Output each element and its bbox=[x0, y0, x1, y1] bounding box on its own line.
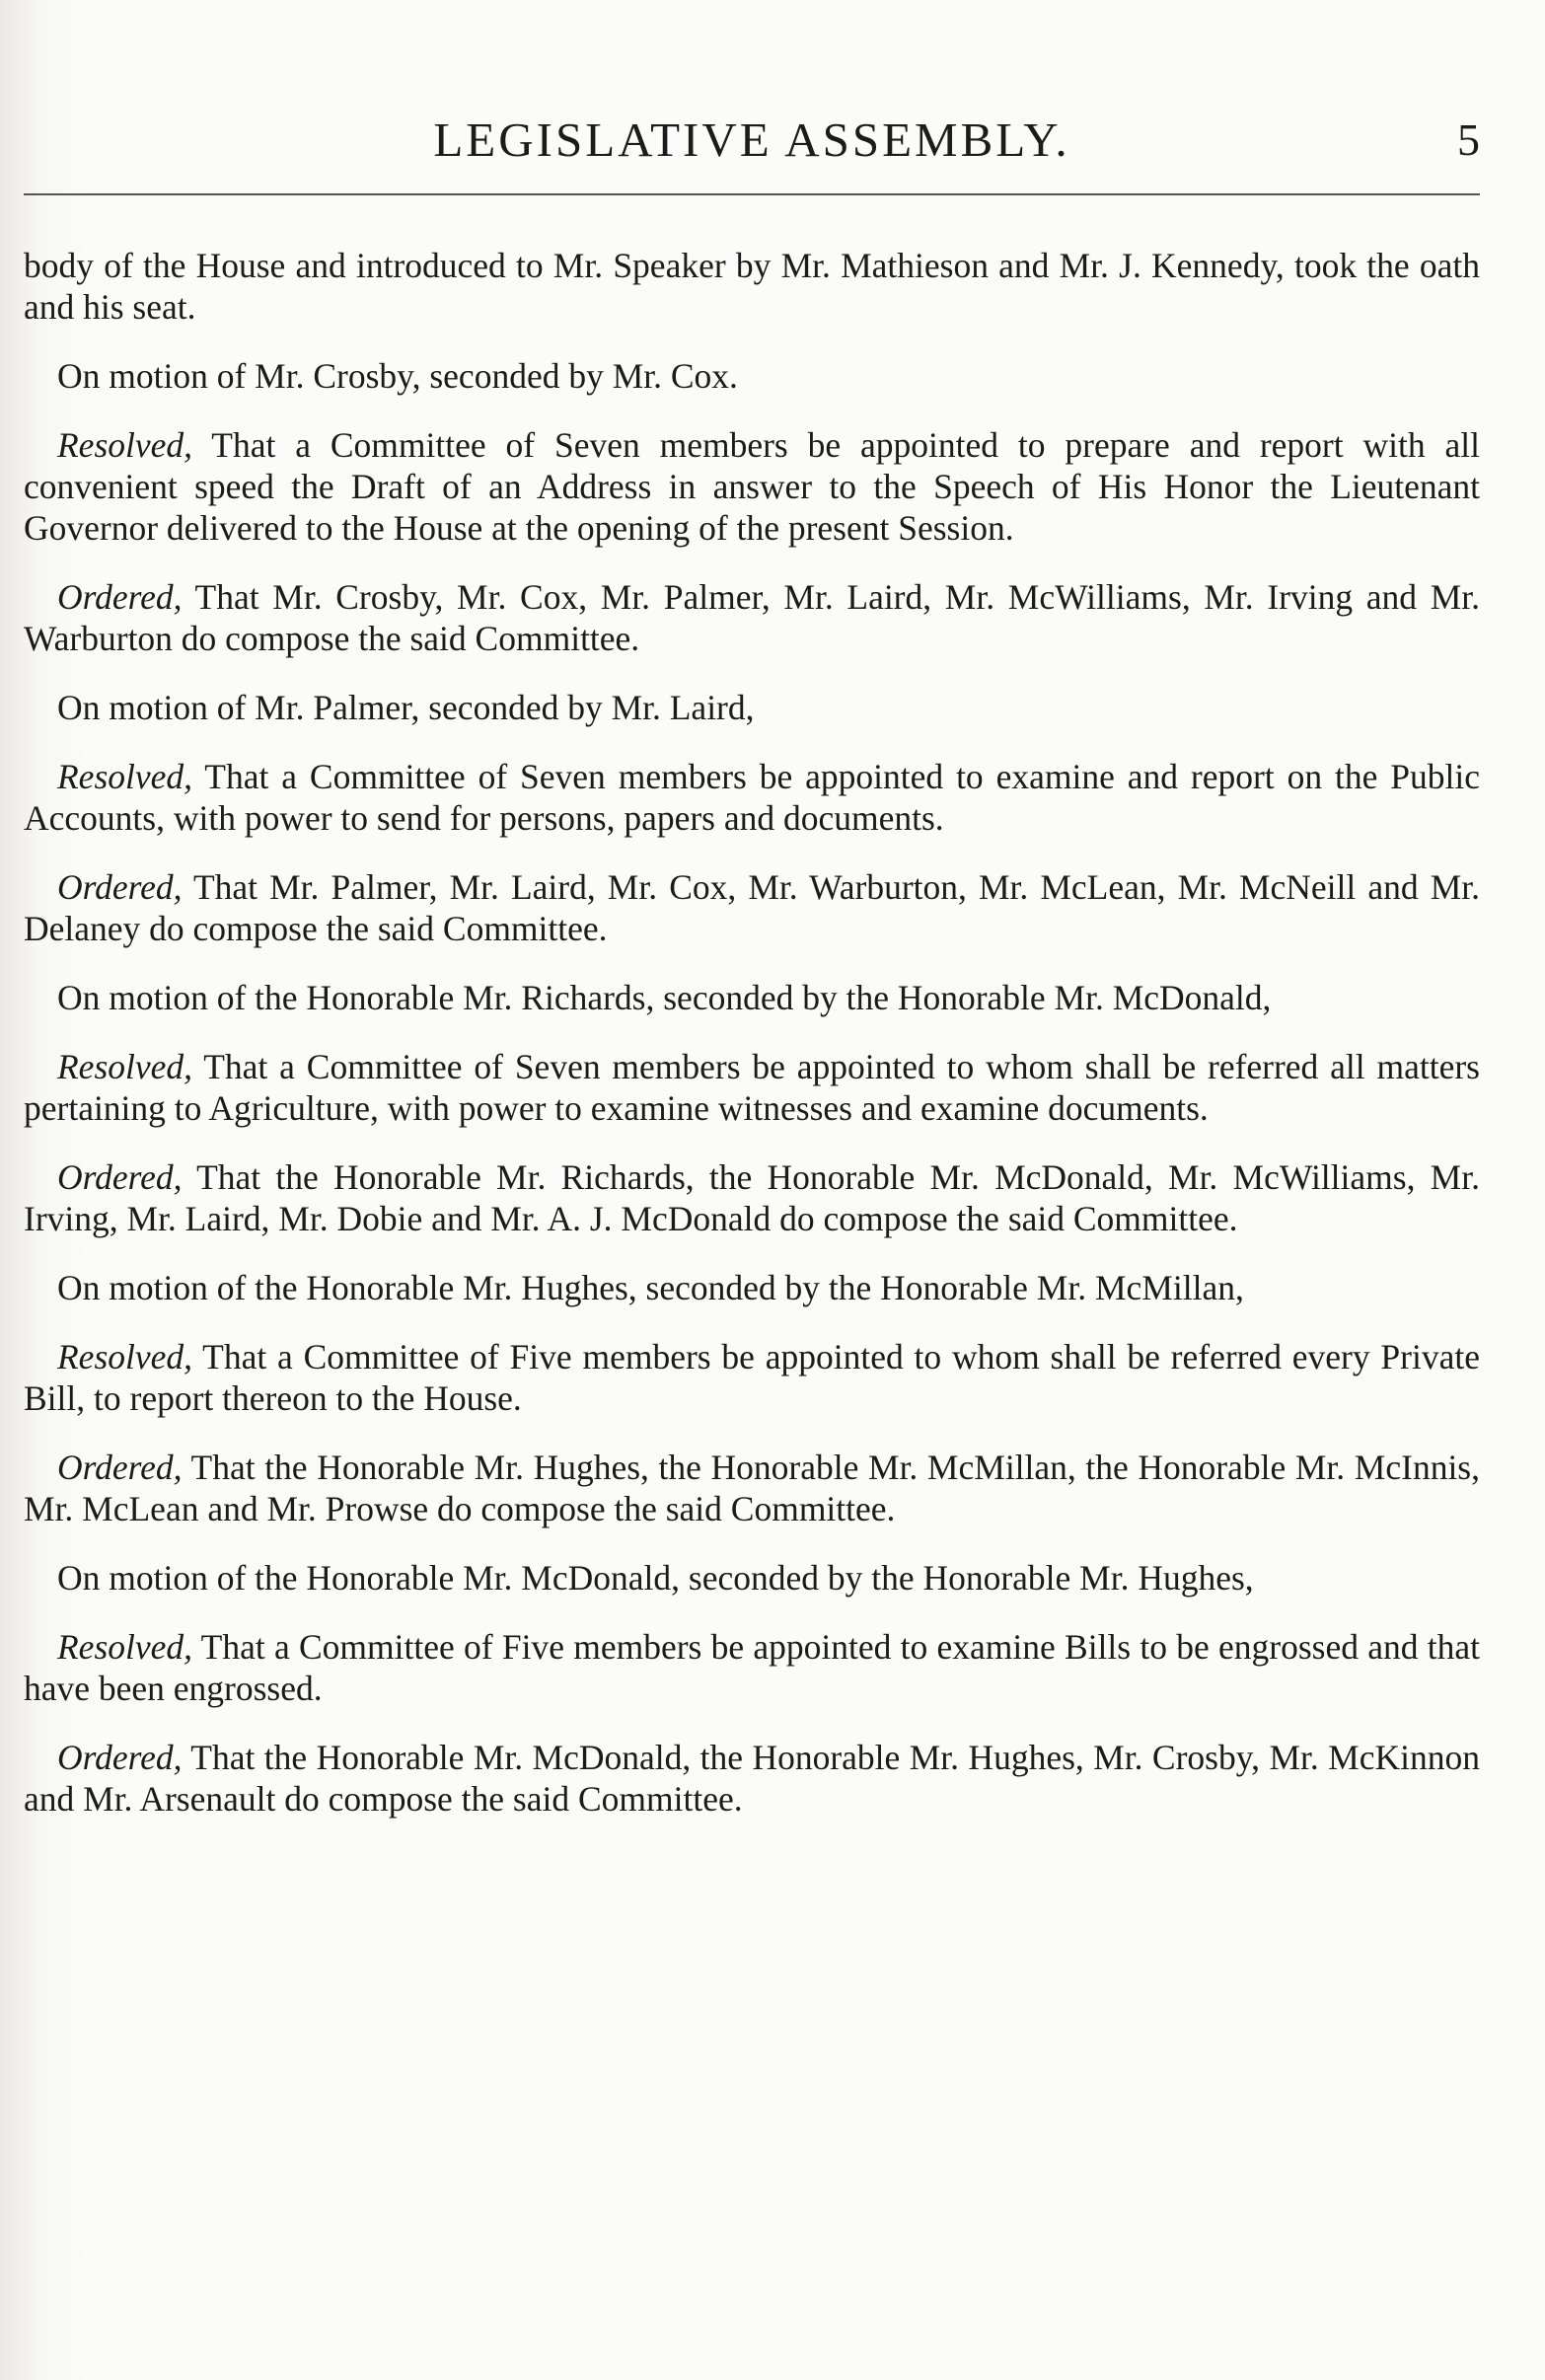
paragraph bbox=[24, 1626, 1480, 1709]
paragraph bbox=[24, 1447, 1480, 1529]
paragraph bbox=[24, 1156, 1480, 1239]
paragraph-text: That a Committee of Seven members be appointed to examine and report on the Public Accounts, with power to send for persons, papers and documents. bbox=[24, 757, 1480, 838]
page-header bbox=[24, 111, 1480, 170]
body-text bbox=[24, 245, 1480, 1847]
paragraph-text: That the Honorable Mr. Richards, the Honorable Mr. McDonald, Mr. McWilliams, Mr. Irving, Mr. Laird, Mr. Dobie and Mr. A. J. McDonald do compose the said Committee. bbox=[24, 1157, 1480, 1238]
paragraph-text: That the Honorable Mr. Hughes, the Honorable Mr. McMillan, the Honorable Mr. McInnis, Mr. McLean and Mr. Prowse do compose the said Committee. bbox=[24, 1448, 1480, 1528]
paragraph-lead: Ordered, bbox=[57, 867, 183, 907]
paragraph-text: That a Committee of Five members be appointed to whom shall be referred every Private Bill, to report thereon to the House. bbox=[24, 1337, 1480, 1418]
paragraph bbox=[24, 1557, 1480, 1599]
paragraph-lead: Resolved, bbox=[57, 757, 193, 796]
header-rule bbox=[24, 193, 1480, 195]
paragraph bbox=[24, 977, 1480, 1018]
paragraph bbox=[24, 424, 1480, 549]
paragraph bbox=[24, 245, 1480, 328]
paragraph bbox=[24, 756, 1480, 839]
paragraph-text: On motion of Mr. Palmer, seconded by Mr. Laird, bbox=[57, 688, 755, 727]
paragraph-text: That a Committee of Five members be appointed to examine Bills to be engrossed and that have been engrossed. bbox=[24, 1627, 1480, 1708]
paragraph-lead: Resolved, bbox=[57, 1047, 193, 1086]
paragraph-text: That Mr. Crosby, Mr. Cox, Mr. Palmer, Mr. Laird, Mr. McWilliams, Mr. Irving and Mr. Warburton do compose the said Committee. bbox=[24, 577, 1480, 658]
paragraph-text: body of the House and introduced to Mr. Speaker by Mr. Mathieson and Mr. J. Kennedy, took the oath and his seat. bbox=[24, 246, 1480, 327]
paragraph-lead: Ordered, bbox=[57, 577, 183, 617]
paragraph bbox=[24, 687, 1480, 728]
paragraph-lead: Ordered, bbox=[57, 1448, 183, 1487]
paragraph-text: That Mr. Palmer, Mr. Laird, Mr. Cox, Mr. Warburton, Mr. McLean, Mr. McNeill and Mr. Delaney do compose the said Committee. bbox=[24, 867, 1480, 948]
paragraph bbox=[24, 355, 1480, 397]
page-number: 5 bbox=[1457, 114, 1480, 165]
paragraph-lead: Resolved, bbox=[57, 1337, 193, 1376]
paragraph-text: That a Committee of Seven members be appointed to prepare and report with all convenient speed the Draft of an Address in answer to the Speech of His Honor the Lieutenant Governor delivered to the House at the opening of the present Session. bbox=[24, 425, 1480, 548]
paragraph-lead: Resolved, bbox=[57, 1627, 193, 1667]
paragraph bbox=[24, 1737, 1480, 1820]
paragraph-text: That a Committee of Seven members be appointed to whom shall be referred all matters pertaining to Agriculture, with power to examine witnesses and examine documents. bbox=[24, 1047, 1480, 1128]
paragraph-text: On motion of the Honorable Mr. Hughes, seconded by the Honorable Mr. McMillan, bbox=[57, 1268, 1244, 1307]
running-head: LEGISLATIVE ASSEMBLY. bbox=[433, 112, 1070, 167]
paragraph-lead: Ordered, bbox=[57, 1157, 183, 1197]
paragraph-lead: Ordered, bbox=[57, 1738, 183, 1777]
paragraph bbox=[24, 1046, 1480, 1129]
paragraph-text: On motion of the Honorable Mr. Richards, seconded by the Honorable Mr. McDonald, bbox=[57, 978, 1272, 1017]
paragraph-text: On motion of Mr. Crosby, seconded by Mr. Cox. bbox=[57, 356, 738, 396]
paragraph bbox=[24, 1267, 1480, 1308]
paragraph bbox=[24, 576, 1480, 659]
paragraph bbox=[24, 1336, 1480, 1419]
paragraph bbox=[24, 866, 1480, 949]
paragraph-text: On motion of the Honorable Mr. McDonald, seconded by the Honorable Mr. Hughes, bbox=[57, 1558, 1254, 1598]
paragraph-text: That the Honorable Mr. McDonald, the Honorable Mr. Hughes, Mr. Crosby, Mr. McKinnon and Mr. Arsenault do compose the said Committee. bbox=[24, 1738, 1480, 1819]
paragraph-lead: Resolved, bbox=[57, 425, 193, 465]
